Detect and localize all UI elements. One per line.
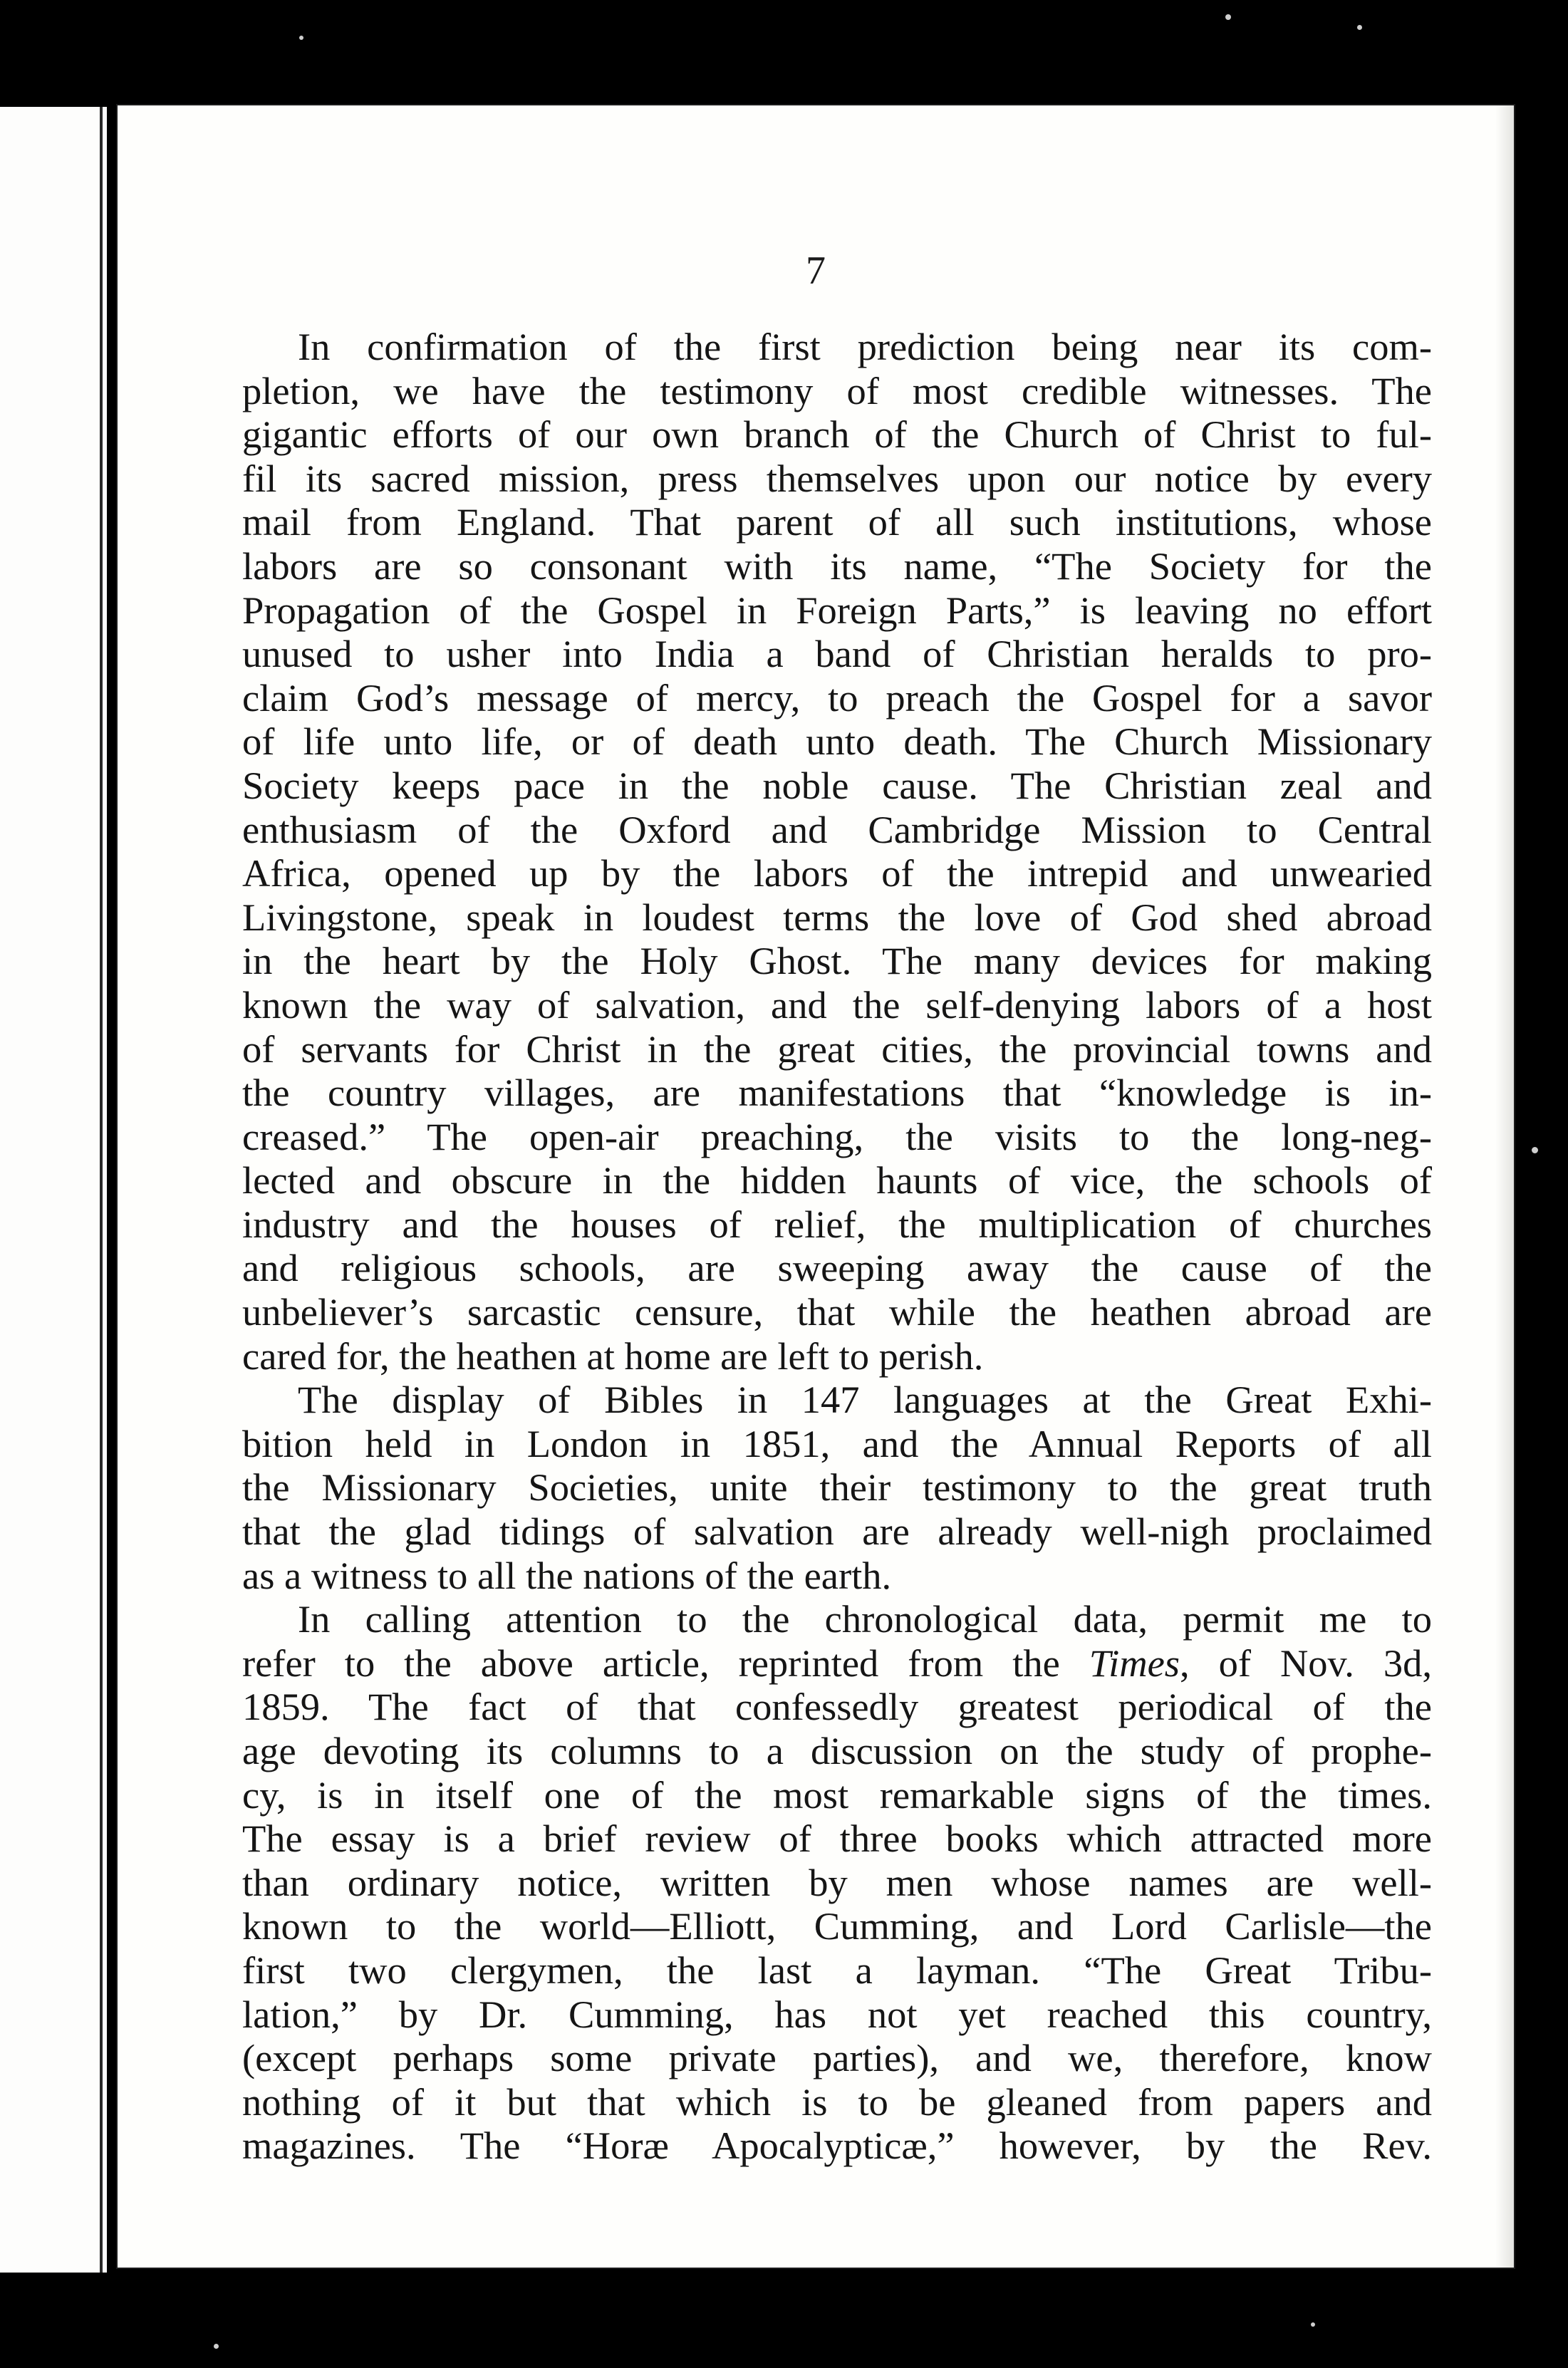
book-page — [118, 105, 1514, 2268]
newspaper-title: Times — [1089, 1641, 1180, 1685]
text-line: that the glad tidings of salvation are already well-nigh proclaimed — [242, 1510, 1432, 1554]
text-line: lation,” by Dr. Cumming, has not yet reached this country, — [242, 1992, 1432, 2036]
paragraph-2 — [242, 1378, 1432, 1597]
text-line: The essay is a brief review of three books which attracted more — [242, 1817, 1432, 1861]
text-line: fil its sacred mission, press themselves upon our notice by every — [242, 456, 1432, 500]
text-line: magazines. The “Horæ Apocalypticæ,” however, by the Rev. — [242, 2124, 1432, 2168]
paragraph-1 — [242, 325, 1432, 1378]
text-line: labors are so consonant with its name, “The Society for the — [242, 544, 1432, 588]
page-number: 7 — [806, 249, 826, 293]
text-line: known to the world—Elliott, Cumming, and Lord Carlisle—the — [242, 1904, 1432, 1948]
scan-speck — [299, 36, 303, 40]
text-segment: , of Nov. 3d, — [1179, 1641, 1432, 1685]
text-line: Propagation of the Gospel in Foreign Parts,” is leaving no effort — [242, 588, 1432, 632]
text-line: 1859. The fact of that confessedly greatest periodical of the — [242, 1685, 1432, 1729]
text-line: claim God’s message of mercy, to preach the Gospel for a savor — [242, 675, 1432, 720]
text-line: first two clergymen, the last a layman. “The Great Tribu- — [242, 1948, 1432, 1992]
text-line: nothing of it but that which is to be gleaned from papers and — [242, 2079, 1432, 2124]
text-line: known the way of salvation, and the self-denying labors of a host — [242, 982, 1432, 1027]
text-line: industry and the houses of relief, the multiplication of churches — [242, 1202, 1432, 1246]
text-line: in the heart by the Holy Ghost. The many devices for making — [242, 939, 1432, 983]
scan-speck — [214, 2344, 219, 2349]
text-line: the Missionary Societies, unite their testimony to the great truth — [242, 1465, 1432, 1510]
text-line: as a witness to all the nations of the earth. — [242, 1553, 892, 1597]
text-line: creased.” The open-air preaching, the visits to the long-neg- — [242, 1114, 1432, 1158]
text-line: pletion, we have the testimony of most credible witnesses. The — [242, 368, 1432, 412]
text-line: gigantic efforts of our own branch of the Church of Christ to ful- — [242, 412, 1432, 457]
paragraph-3 — [242, 1597, 1432, 2168]
text-line: cared for, the heathen at home are left to perish. — [242, 1334, 984, 1378]
text-line: Society keeps pace in the noble cause. The Christian zeal and — [242, 763, 1432, 807]
text-line: unbeliever’s sarcastic censure, that while the heathen abroad are — [242, 1290, 1432, 1334]
text-line: age devoting its columns to a discussion on the study of prophe- — [242, 1729, 1432, 1772]
scan-speck — [1225, 14, 1231, 20]
text-line: mail from England. That parent of all such institutions, whose — [242, 500, 1432, 544]
text-line: Livingstone, speak in loudest terms the love of God shed abroad — [242, 895, 1432, 939]
text-line: unused to usher into India a band of Christian heralds to pro- — [242, 632, 1432, 676]
text-line: lected and obscure in the hidden haunts of vice, the schools of — [242, 1158, 1432, 1203]
text-line: and religious schools, are sweeping away the cause of the — [242, 1246, 1432, 1290]
text-line: enthusiasm of the Oxford and Cambridge Mission to Central — [242, 807, 1432, 851]
facing-page-edge — [0, 107, 107, 2273]
text-line: Africa, opened up by the labors of the intrepid and unwearied — [242, 851, 1432, 895]
text-line: In confirmation of the first prediction being near its com- — [298, 325, 1432, 368]
text-line: The display of Bibles in 147 languages at the Great Exhi- — [298, 1378, 1432, 1422]
text-line: (except perhaps some private parties), and we, therefore, know — [242, 2036, 1432, 2080]
text-line: In calling attention to the chronological data, permit me to — [298, 1597, 1432, 1641]
text-line: bition held in London in 1851, and the Annual Reports of all — [242, 1421, 1432, 1465]
text-line: than ordinary notice, written by men whose names are well- — [242, 1860, 1432, 1904]
scan-speck — [1357, 25, 1362, 30]
text-line: of servants for Christ in the great cities, the provincial towns and — [242, 1027, 1432, 1071]
text-segment: refer to the above article, reprinted from the — [242, 1641, 1089, 1685]
scan-speck — [1532, 1147, 1538, 1153]
text-line: the country villages, are manifestations that “knowledge is in- — [242, 1071, 1432, 1115]
page-edge-shadow — [1495, 105, 1514, 2268]
text-line — [242, 1641, 1432, 1686]
text-line: of life unto life, or of death unto death. The Church Missionary — [242, 720, 1432, 764]
text-line: cy, is in itself one of the most remarkable signs of the times. — [242, 1772, 1432, 1817]
body-text — [242, 325, 1432, 2168]
scan-speck — [1311, 2322, 1315, 2327]
